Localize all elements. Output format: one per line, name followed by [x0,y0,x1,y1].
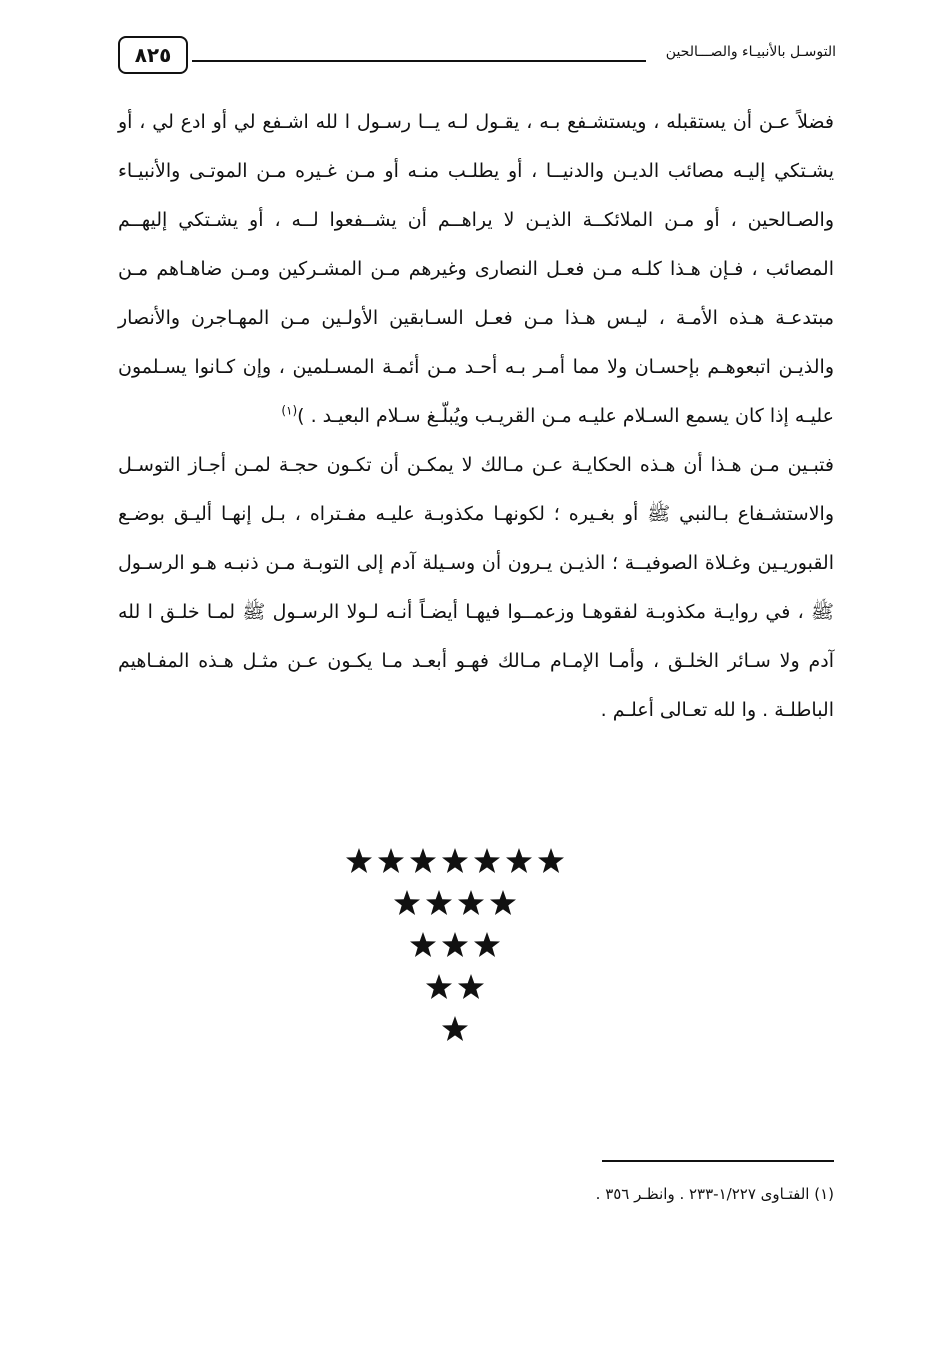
star-icon [441,847,469,875]
header-rule [192,60,646,62]
star-ornament [0,840,910,1050]
star-icon [377,847,405,875]
star-row [0,840,910,882]
footnote-reference: (١) [281,403,298,418]
star-row [0,924,910,966]
paragraph-1 [118,98,834,441]
running-header [118,36,836,80]
paragraph-1-text: فضلاً عـن أن يستقبله ، ويستشـفع بـه ، يقـول لـه يــا رسـول ا لله اشـفع لي أو ادع لي ، أو يشـتكي إليـه مصائب الديـن والدنيــا ، أو يطلـب منـه أو مـن غـيره مـن الموتـى والأنبيـاء والصـالحين ، أو مـن الملائكــة الذيـن لا يراهــم أن يشــفعوا لــه ، أو يشـتكي إليهــم المصائب ، فـإن هـذا كلـه مـن فعـل النصارى وغيرهم مـن المشـركين ومـن ضاهـاهم مـن مبتدعـة هـذه الأمـة ، ليـس هـذا مـن فعـل السـابقين الأولـين مـن المهـاجرن والأنصار والذيـن اتبعوهـم بإحسـان ولا مما أمـر بـه أحـد مـن أئمـة المسـلمين ، وإن كـانوا يسـلمون عليـه إذا كان يسمع السـلام عليـه مـن القريـب ويُبلّـغ سـلام البعيـد . ) [118,111,834,427]
star-icon [441,1015,469,1043]
star-icon [505,847,533,875]
star-icon [473,931,501,959]
star-icon [393,889,421,917]
page-number: ٨٢٥ [134,43,172,67]
star-row [0,1008,910,1050]
footnote-separator [602,1160,834,1162]
star-icon [489,889,517,917]
footnote: (١) الفتـاوى ١/٢٢٧-٢٣٣ . وانظـر ٣٥٦ . [595,1185,834,1203]
star-icon [441,931,469,959]
star-icon [457,973,485,1001]
star-icon [345,847,373,875]
star-row [0,966,910,1008]
main-text [118,98,834,735]
page-number-box [118,36,188,74]
star-icon [473,847,501,875]
star-icon [409,847,437,875]
star-icon [409,931,437,959]
star-icon [457,889,485,917]
star-icon [425,889,453,917]
star-row [0,882,910,924]
star-icon [537,847,565,875]
running-title: التوسـل بالأنبيـاء والصـــالحين [665,44,836,60]
paragraph-2: فتبـين مـن هـذا أن هـذه الحكايـة عـن مـالك لا يمكـن أن تكـون حجـة لمـن أجـاز التوسـل والاستشـفاع بـالنبي ﷺ أو بغـيره ؛ لكونهـا مكذوبـة عليـه مفـتراه ، بـل إنهـا أليـق بوضـع القبوريـين وغـلاة الصوفيــة ؛ الذيـن يـرون أن وسـيلة آدم إلى التوبـة مـن ذنبـه هـو الرسـول ﷺ ، في روايـة مكذوبـة لفقوهـا وزعمــوا فيهـا أيضـاً أنـه لـولا الرسـول ﷺ لمـا خلـق ا لله آدم ولا سـائر الخلـق ، وأمـا الإمـام مـالك فهـو أبعـد مـا يكـون عـن مثـل هـذه المفـاهيم الباطلـة . وا لله تعـالى أعلـم . [118,454,834,721]
star-icon [425,973,453,1001]
